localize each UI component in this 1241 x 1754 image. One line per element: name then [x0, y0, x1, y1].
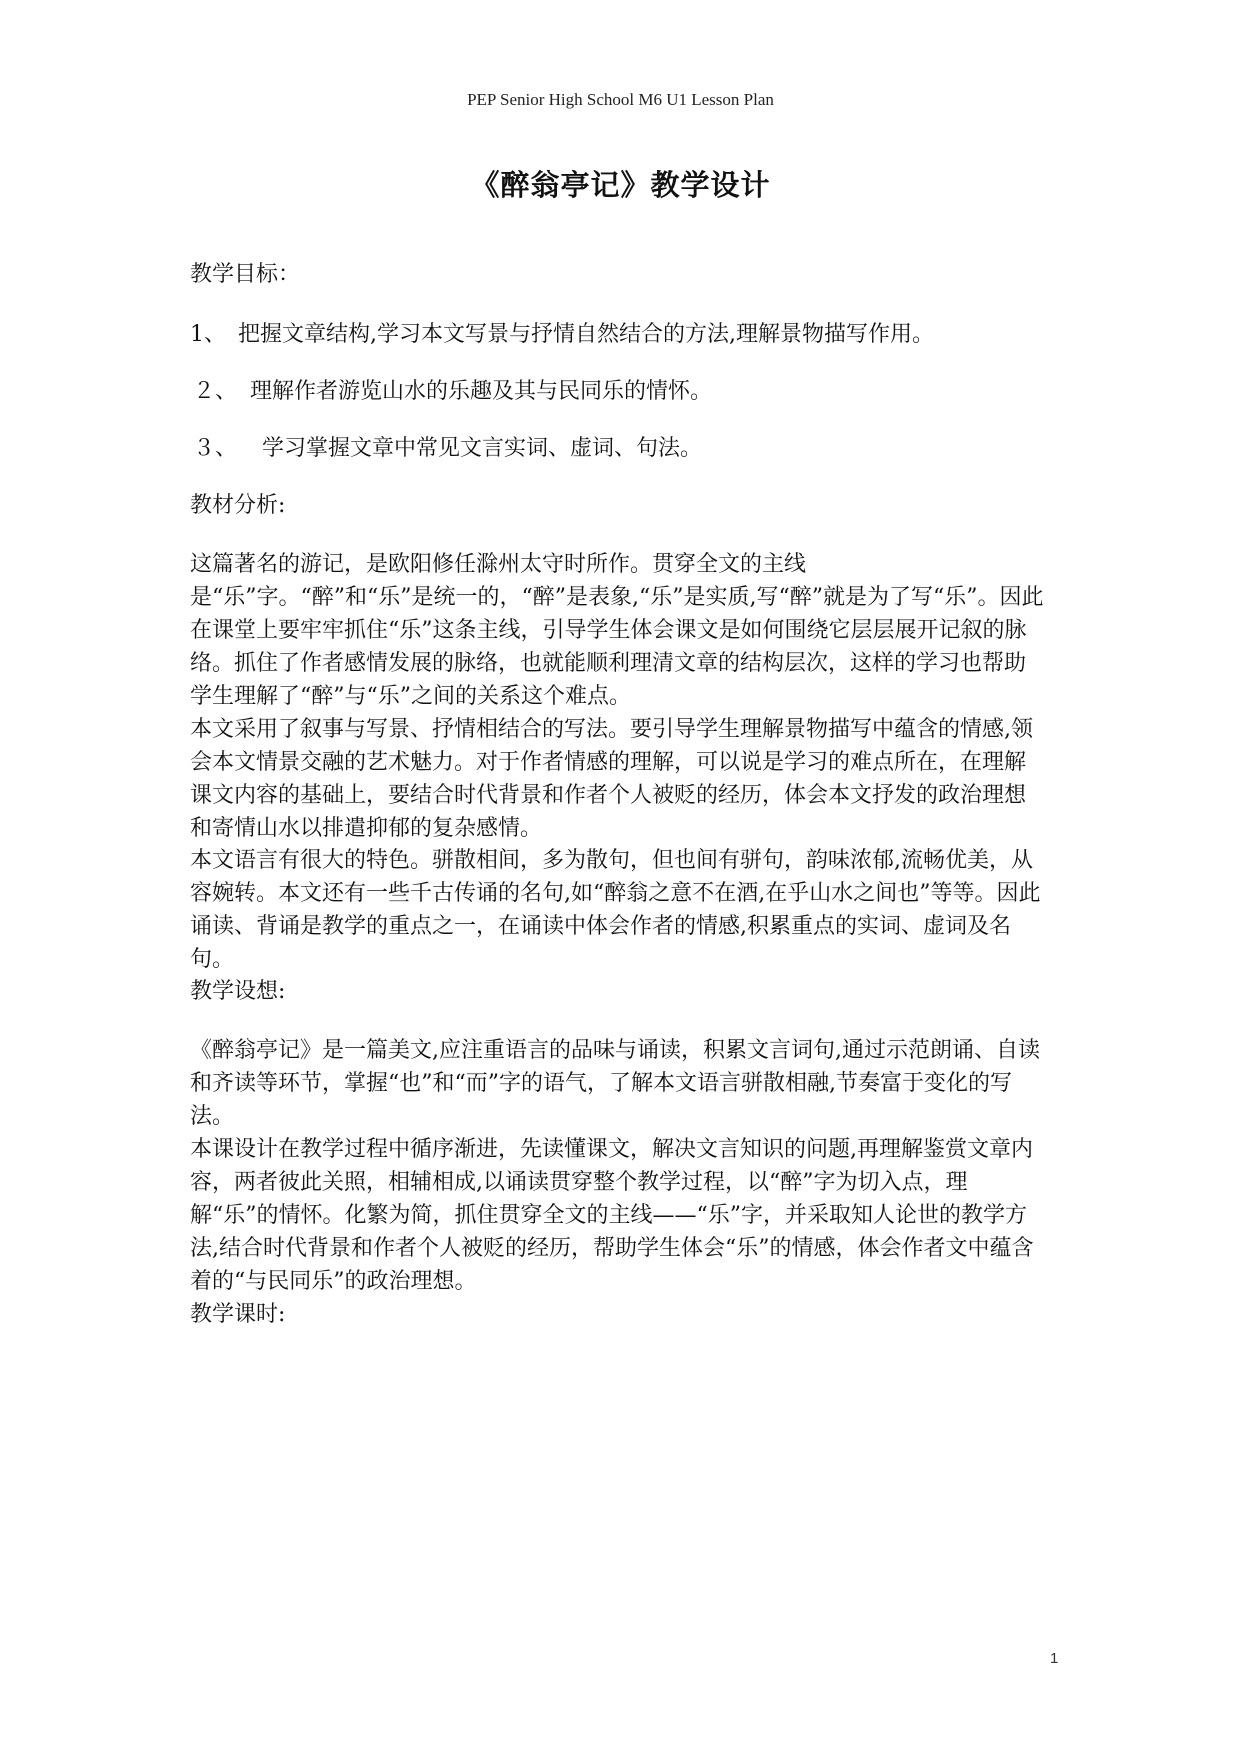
page-header: PEP Senior High School M6 U1 Lesson Plan	[467, 90, 774, 109]
design-heading: 教学设想:	[190, 979, 286, 1004]
objectives-heading: 教学目标：	[190, 262, 301, 287]
document-title: 《醉翁亭记》教学设计	[470, 168, 771, 202]
analysis-paragraph-3: 本文语言有很大的特色。骈散相间，多为散句，但也间有骈句，韵味浓郁,流畅优美，从容婉转。本文还有一些千古传诵的名句,如“醉翁之意不在酒,在乎山水之间也”等等。因此诵读、背诵是教学的重点之一，在诵读中体会作者的情感,积累重点的实词、虚词及名句。	[190, 848, 1041, 972]
hours-heading: 教学课时:	[190, 1302, 286, 1327]
objective-text: 理解作者游览山水的乐趣及其与民同乐的情怀。	[250, 379, 713, 404]
design-paragraph-1: 《醉翁亭记》是一篇美文,应注重语言的品味与诵读，积累文言词句,通过示范朗诵、自读和齐读等环节，掌握“也”和“而”字的语气，了解本文语言骈散相融,节奏富于变化的写法。	[190, 1038, 1040, 1129]
objective-number: ３、	[193, 436, 238, 461]
objective-text: 把握文章结构,学习本文写景与抒情自然结合的方法,理解景物描写作用。	[238, 322, 934, 347]
analysis-heading: 教材分析:	[190, 493, 286, 518]
analysis-paragraph-1: 这篇著名的游记，是欧阳修任滁州太守时所作。贯穿全文的主线是“乐”字。“醉”和“乐”是统一的，“醉”是表象,“乐”是实质,写“醉”就是为了写“乐”。因此在课堂上要牢牢抓住“乐”这条主线，引导学生体会课文是如何围绕它层层展开记叙的脉络。抓住了作者感情发展的脉络，也就能顺利理清文章的结构层次，这样的学习也帮助学生理解了“醉”与“乐”之间的关系这个难点。	[190, 552, 1044, 709]
objective-text: 学习掌握文章中常见文言实词、虚词、句法。	[262, 436, 703, 461]
objective-number: 1、	[190, 322, 226, 347]
page-number: 1	[1050, 1650, 1059, 1667]
analysis-paragraph-2: 本文采用了叙事与写景、抒情相结合的写法。要引导学生理解景物描写中蕴含的情感,领会本文情景交融的艺术魅力。对于作者情感的理解，可以说是学习的难点所在，在理解课文内容的基础上，要结合时代背景和作者个人被贬的经历，体会本文抒发的政治理想和寄情山水以排遣抑郁的复杂感情。	[190, 717, 1033, 841]
objective-number: ２、	[193, 379, 238, 404]
design-paragraph-2: 本课设计在教学过程中循序渐进，先读懂课文，解决文言知识的问题,再理解鉴赏文章内容，两者彼此关照，相辅相成,以诵读贯穿整个教学过程，以“醉”字为切入点，理解“乐”的情怀。化繁为简，抓住贯穿全文的主线——“乐”字，并采取知人论世的教学方法,结合时代背景和作者个人被贬的经历，帮助学生体会“乐”的情感，体会作者文中蕴含着的“与民同乐”的政治理想。	[190, 1137, 1034, 1294]
